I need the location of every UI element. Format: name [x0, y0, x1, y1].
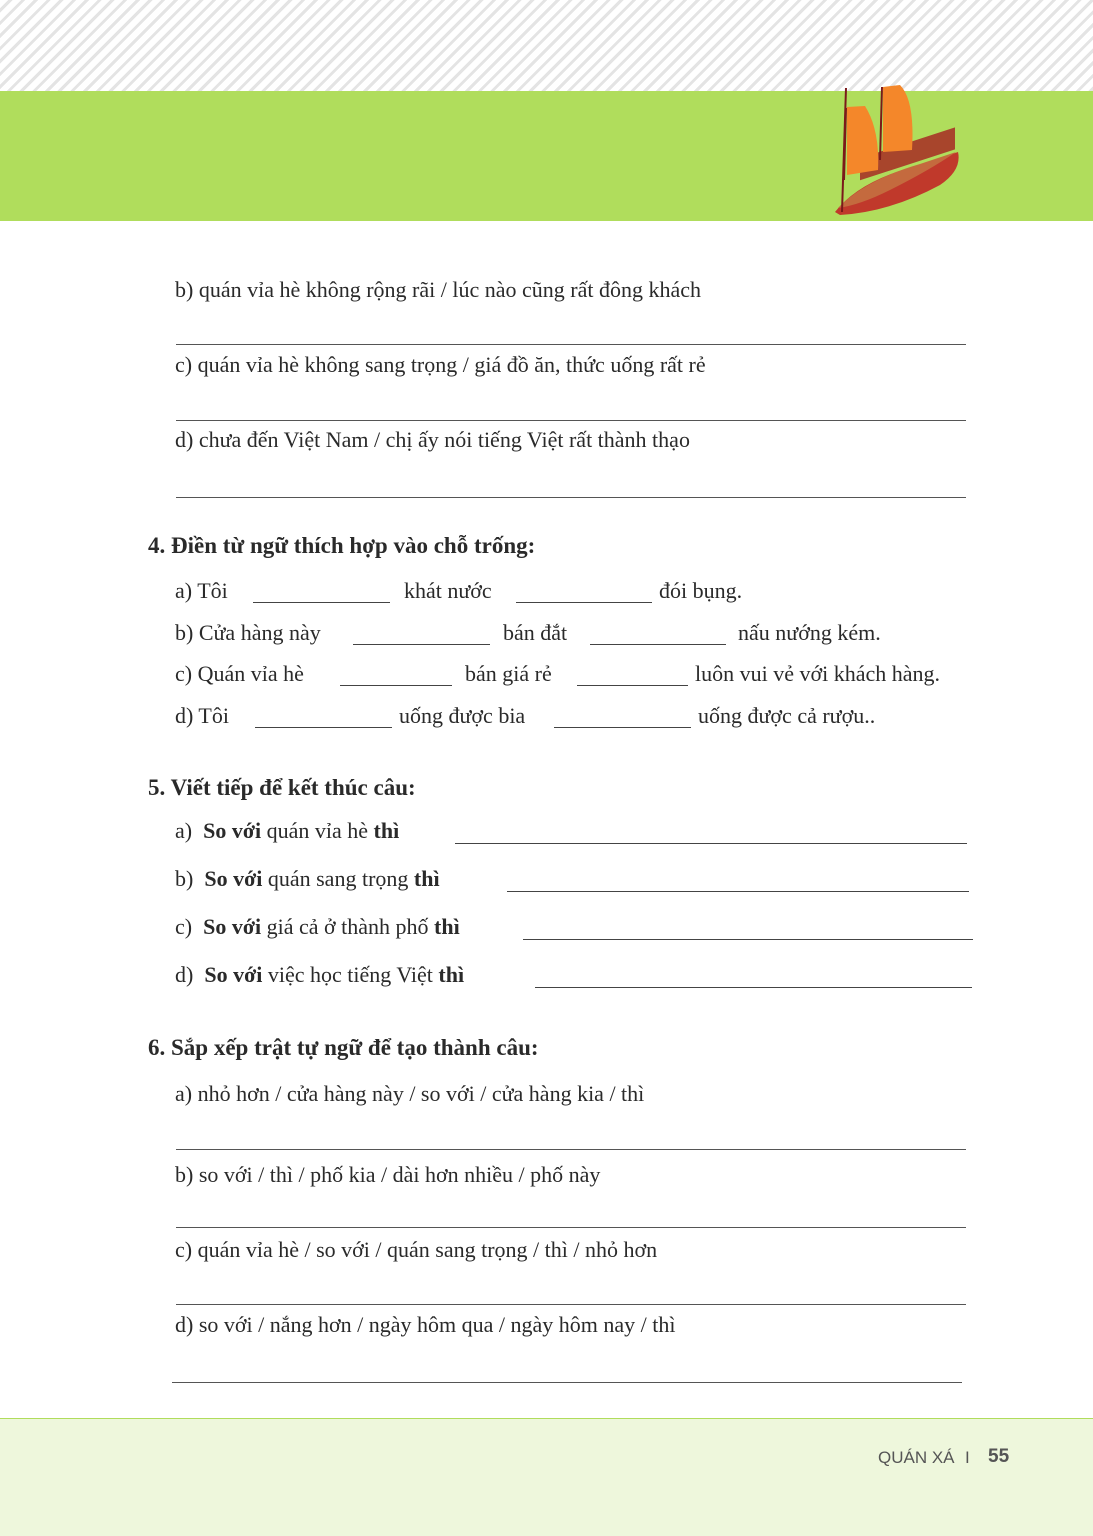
- answer-line[interactable]: [176, 1304, 966, 1305]
- answer-line[interactable]: [176, 1149, 966, 1150]
- answer-line[interactable]: [176, 420, 966, 421]
- ex5-item-b: b) So với quán sang trọng thì: [175, 866, 440, 891]
- blank[interactable]: [253, 602, 390, 603]
- footer-separator: I: [965, 1448, 970, 1467]
- answer-line[interactable]: [176, 1227, 966, 1228]
- ex4-c-part3: luôn vui vẻ với khách hàng.: [695, 661, 941, 686]
- ex5-item-a: a) So với quán vỉa hè thì: [175, 818, 400, 843]
- blank[interactable]: [340, 685, 452, 686]
- ex6-item-c: c) quán vỉa hè / so với / quán sang trọng / thì / nhỏ hơn: [175, 1237, 658, 1262]
- ex4-b-part3: nấu nướng kém.: [738, 620, 881, 645]
- blank[interactable]: [554, 727, 691, 728]
- answer-line[interactable]: [535, 987, 972, 988]
- answer-line[interactable]: [176, 344, 966, 345]
- junk-boat-illustration: [830, 80, 965, 220]
- page-number: 55: [988, 1446, 1010, 1467]
- answer-line[interactable]: [455, 843, 967, 844]
- blank[interactable]: [516, 602, 652, 603]
- blank[interactable]: [255, 727, 392, 728]
- ex4-c-part1: c) Quán vỉa hè: [175, 661, 304, 686]
- ex4-b-part1: b) Cửa hàng này: [175, 620, 321, 645]
- ex3-item-b: b) quán vỉa hè không rộng rãi / lúc nào cũng rất đông khách: [175, 277, 702, 302]
- ex5-item-d: d) So với việc học tiếng Việt thì: [175, 962, 465, 987]
- answer-line[interactable]: [172, 1382, 962, 1383]
- answer-line[interactable]: [507, 891, 969, 892]
- footer: [0, 1418, 1093, 1536]
- ex6-title: 6. Sắp xếp trật tự ngữ để tạo thành câu:: [148, 1035, 539, 1060]
- ex4-a-part3: đói bụng.: [659, 578, 743, 603]
- blank[interactable]: [590, 644, 726, 645]
- ex4-d-part3: uống được cả rượu..: [698, 703, 876, 728]
- ex3-item-c: c) quán vỉa hè không sang trọng / giá đồ ăn, thức uống rất rẻ: [175, 352, 706, 377]
- ex6-item-b: b) so với / thì / phố kia / dài hơn nhiều / phố này: [175, 1162, 601, 1187]
- footer-chapter: QUÁN XÁ: [878, 1448, 955, 1467]
- ex4-title: 4. Điền từ ngữ thích hợp vào chỗ trống:: [148, 533, 536, 558]
- ex4-d-part1: d) Tôi: [175, 703, 229, 728]
- header-stripes: [0, 0, 1093, 91]
- ex5-title: 5. Viết tiếp để kết thúc câu:: [148, 775, 416, 800]
- ex6-item-d: d) so với / nắng hơn / ngày hôm qua / ngày hôm nay / thì: [175, 1312, 676, 1337]
- blank[interactable]: [353, 644, 490, 645]
- ex4-a-part1: a) Tôi: [175, 578, 228, 603]
- answer-line[interactable]: [176, 497, 966, 498]
- blank[interactable]: [577, 685, 688, 686]
- ex4-d-part2: uống được bia: [399, 703, 526, 728]
- ex5-item-c: c) So với giá cả ở thành phố thì: [175, 914, 460, 939]
- answer-line[interactable]: [523, 939, 973, 940]
- ex4-a-part2: khát nước: [404, 578, 492, 603]
- ex4-c-part2: bán giá rẻ: [465, 661, 552, 686]
- ex6-item-a: a) nhỏ hơn / cửa hàng này / so với / cửa hàng kia / thì: [175, 1081, 645, 1106]
- ex4-b-part2: bán đắt: [503, 620, 568, 645]
- ex3-item-d: d) chưa đến Việt Nam / chị ấy nói tiếng Việt rất thành thạo: [175, 427, 690, 452]
